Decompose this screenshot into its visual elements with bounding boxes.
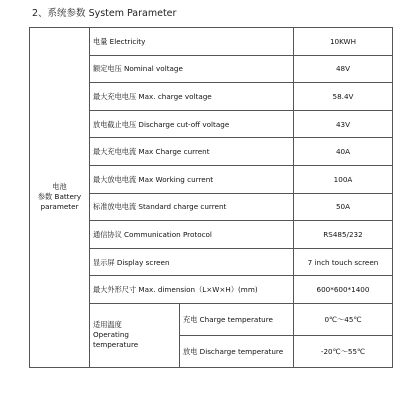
param-electricity: 电量 Electricity xyxy=(90,28,294,56)
operating-temperature-zh: 适用温度 xyxy=(93,320,122,330)
category-label-line3: parameter xyxy=(40,202,79,212)
param-discharge-temperature: 放电 Discharge temperature xyxy=(180,335,294,367)
param-charge-temperature: 充电 Charge temperature xyxy=(180,303,294,335)
value-nominal-voltage: 48V xyxy=(294,55,393,83)
param-max-charge-voltage: 最大充电电压 Max. charge voltage xyxy=(90,83,294,111)
param-max-working-current: 最大放电电流 Max Working current xyxy=(90,165,294,193)
value-max-charge-voltage: 58.4V xyxy=(294,83,393,111)
value-max-working-current: 100A xyxy=(294,165,393,193)
value-charge-temperature: 0℃～45℃ xyxy=(294,303,393,335)
operating-temperature-en-line2: temperature xyxy=(93,340,139,350)
value-standard-charge-current: 50A xyxy=(294,193,393,221)
param-display-screen: 显示屏 Display screen xyxy=(90,248,294,276)
param-max-dimension: 最大外形尺寸 Max. dimension（L×W×H）(mm) xyxy=(90,276,294,304)
value-display-screen: 7 inch touch screen xyxy=(294,248,393,276)
category-label-line2: 参数 Battery xyxy=(37,192,82,202)
operating-temperature-en-line1: Operating xyxy=(93,330,129,340)
param-max-charge-current: 最大充电电流 Max Charge current xyxy=(90,138,294,166)
param-discharge-cutoff-voltage: 放电截止电压 Discharge cut-off voltage xyxy=(90,110,294,138)
value-max-dimension: 600*600*1400 xyxy=(294,276,393,304)
param-standard-charge-current: 标准放电电流 Standard charge current xyxy=(90,193,294,221)
value-max-charge-current: 40A xyxy=(294,138,393,166)
battery-parameter-category xyxy=(30,28,90,368)
table-row xyxy=(30,28,393,56)
value-discharge-temperature: -20℃～55℃ xyxy=(294,335,393,367)
value-discharge-cutoff-voltage: 43V xyxy=(294,110,393,138)
system-parameter-table xyxy=(29,27,393,368)
value-electricity: 10KWH xyxy=(294,28,393,56)
category-label-zh: 电池 xyxy=(52,182,67,192)
value-communication-protocol: RS485/232 xyxy=(294,221,393,249)
operating-temperature-label xyxy=(90,303,180,367)
param-communication-protocol: 通信协议 Communication Protocol xyxy=(90,221,294,249)
param-nominal-voltage: 额定电压 Nominal voltage xyxy=(90,55,294,83)
section-heading: 2、系统参数 System Parameter xyxy=(32,8,177,19)
